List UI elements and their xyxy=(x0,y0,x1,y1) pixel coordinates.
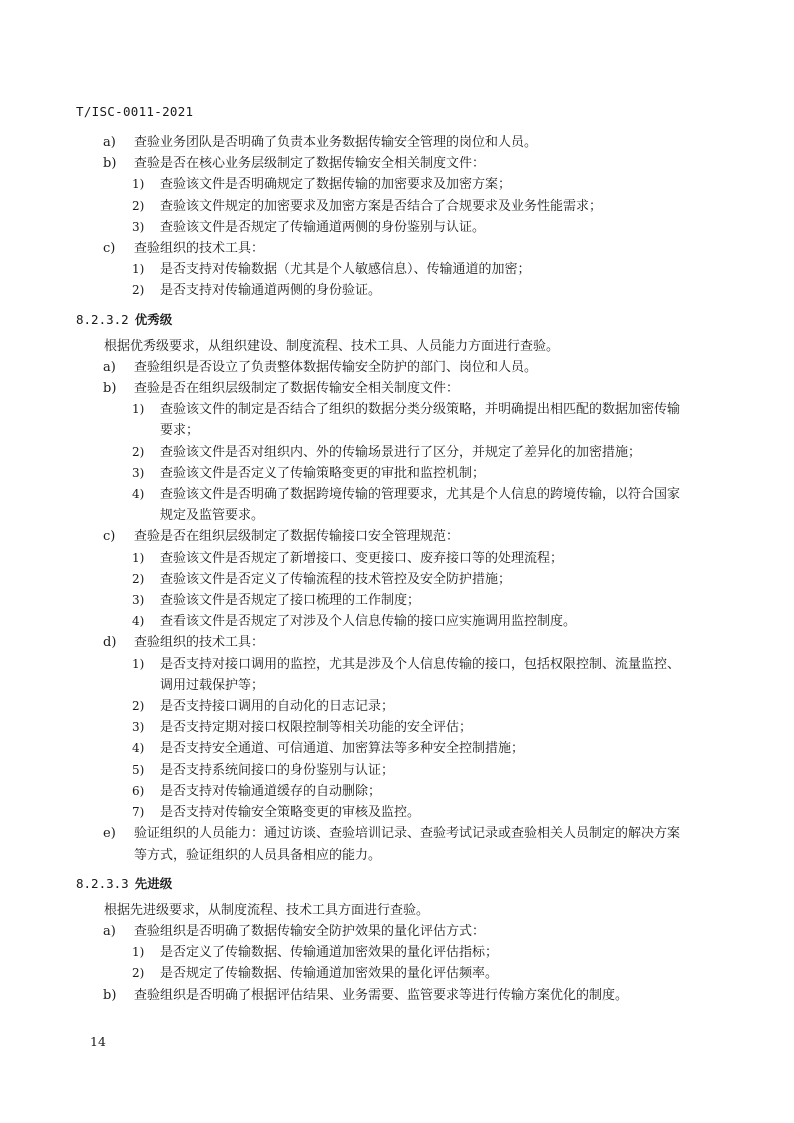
list-marker: 2) xyxy=(132,699,145,714)
list-item-text: 查验该文件是否规定了新增接口、变更接口、废弃接口等的处理流程； xyxy=(160,550,564,566)
list-item-text: 查验该文件是否定义了传输策略变更的审批和监控机制； xyxy=(160,465,486,481)
list-marker: e) xyxy=(103,826,116,842)
sub-list-item xyxy=(76,569,726,590)
list-marker: 2) xyxy=(132,198,145,213)
list-item-text: 查验组织是否设立了负责整体数据传输安全防护的部门、岗位和人员。 xyxy=(134,359,538,375)
list-marker: 1) xyxy=(132,262,145,277)
list-item-text: 查验组织是否明确了根据评估结果、业务需要、监管要求等进行传输方案优化的制度。 xyxy=(134,987,629,1003)
section-number: 8.2.3.2 xyxy=(76,311,129,327)
list-item-text: 查验该文件是否定义了传输流程的技术管控及安全防护措施； xyxy=(160,571,512,587)
document-id: T/ISC-0011-2021 xyxy=(76,104,194,119)
paragraph-text: 根据优秀级要求，从组织建设、制度流程、技术工具、人员能力方面进行查验。 xyxy=(104,338,560,354)
list-item xyxy=(76,632,726,653)
list-marker: 4) xyxy=(132,741,145,756)
sub-list-item xyxy=(76,738,726,759)
list-item-text: 是否规定了传输数据、传输通道加密效果的量化评估频率。 xyxy=(160,966,499,982)
list-item-text: 是否支持定期对接口权限控制等相关功能的安全评估； xyxy=(160,720,473,736)
list-item-text: 是否支持对传输通道两侧的身份验证。 xyxy=(160,283,382,299)
document-body xyxy=(76,132,726,1006)
list-item-text: 是否支持接口调用的自动化的日志记录； xyxy=(160,699,395,715)
list-item-text: 查验该文件是否明确规定了数据传输的加密要求及加密方案； xyxy=(160,177,512,193)
list-item-text: 查验该文件是否规定了接口梳理的工作制度； xyxy=(160,593,421,609)
list-marker: d) xyxy=(103,635,117,651)
sub-list-item xyxy=(76,654,726,696)
list-item-text: 查验该文件规定的加密要求及加密方案是否结合了合规要求及业务性能需求； xyxy=(160,198,603,214)
list-item xyxy=(76,823,726,865)
list-marker: c) xyxy=(103,529,116,545)
list-item-text: 查验组织的技术工具： xyxy=(134,241,265,257)
list-item-text: 是否支持系统间接口的身份鉴别与认证； xyxy=(160,762,395,778)
page-number: 14 xyxy=(90,1034,106,1049)
list-item-text: 是否支持安全通道、可信通道、加密算法等多种安全控制措施； xyxy=(160,741,525,757)
list-marker: 3) xyxy=(132,593,145,608)
list-marker: 1) xyxy=(132,402,145,417)
list-marker: b) xyxy=(103,381,117,397)
sub-list-item xyxy=(76,760,726,781)
sub-list-item xyxy=(76,196,726,217)
list-item-continuation: 等方式，验证组织的人员具备相应的能力。 xyxy=(134,847,382,863)
list-marker: 1) xyxy=(132,945,145,960)
list-marker: 3) xyxy=(132,219,145,234)
sub-list-item xyxy=(76,463,726,484)
list-marker: 1) xyxy=(132,177,145,192)
list-item xyxy=(76,526,726,547)
list-item-text: 查验该文件是否规定了传输通道两侧的身份鉴别与认证。 xyxy=(160,219,486,235)
sub-list-item xyxy=(76,442,726,463)
list-marker: 3) xyxy=(132,465,145,480)
list-marker: c) xyxy=(103,241,116,257)
list-marker: 4) xyxy=(132,487,145,502)
sub-list-item xyxy=(76,548,726,569)
list-item xyxy=(76,357,726,378)
sub-list-item xyxy=(76,484,726,526)
list-item-text: 验证组织的人员能力：通过访谈、查验培训记录、查验考试记录或查验相关人员制定的解决方案 xyxy=(134,826,681,842)
list-marker: b) xyxy=(103,156,117,172)
list-marker: 6) xyxy=(132,783,145,798)
paragraph xyxy=(76,900,726,921)
list-item-text: 查验是否在核心业务层级制定了数据传输安全相关制度文件： xyxy=(134,156,486,172)
list-item-text: 查验是否在组织层级制定了数据传输安全相关制度文件： xyxy=(134,381,460,397)
sub-list-item xyxy=(76,399,726,441)
list-marker: 7) xyxy=(132,805,145,820)
sub-list-item xyxy=(76,174,726,195)
list-item-text: 是否支持对传输安全策略变更的审核及监控。 xyxy=(160,805,421,821)
list-marker: 4) xyxy=(132,614,145,629)
list-item-text: 是否定义了传输数据、传输通道加密效果的量化评估指标； xyxy=(160,945,499,961)
list-item-text: 是否支持对传输通道缓存的自动删除； xyxy=(160,783,382,799)
sub-list-item xyxy=(76,217,726,238)
list-item-text: 查验是否在组织层级制定了数据传输接口安全管理规范： xyxy=(134,529,460,545)
list-item-text: 查验该文件是否对组织内、外的传输场景进行了区分，并规定了差异化的加密措施； xyxy=(160,444,642,460)
list-item xyxy=(76,238,726,259)
list-marker: 2) xyxy=(132,571,145,586)
list-item-text: 查验业务团队是否明确了负责本业务数据传输安全管理的岗位和人员。 xyxy=(134,135,538,150)
list-marker: a) xyxy=(103,923,116,939)
list-item xyxy=(76,378,726,399)
list-item-text: 是否支持对接口调用的监控，尤其是涉及个人信息传输的接口，包括权限控制、流量监控、 xyxy=(160,656,681,672)
list-marker: 1) xyxy=(132,656,145,671)
list-item-text: 是否支持对传输数据（尤其是个人敏感信息）、传输通道的加密； xyxy=(160,262,531,278)
list-marker: 1) xyxy=(132,550,145,565)
list-marker: 5) xyxy=(132,762,145,777)
list-item-text: 查看该文件是否规定了对涉及个人信息传输的接口应实施调用监控制度。 xyxy=(160,614,577,630)
sub-list-item xyxy=(76,696,726,717)
sub-list-item xyxy=(76,802,726,823)
sub-list-item xyxy=(76,717,726,738)
sub-list-item xyxy=(76,942,726,963)
section-heading xyxy=(76,310,726,328)
sub-list-item xyxy=(76,781,726,802)
sub-list-item xyxy=(76,611,726,632)
sub-list-item xyxy=(76,590,726,611)
list-item-text: 查验该文件的制定是否结合了组织的数据分类分级策略，并明确提出相匹配的数据加密传输 xyxy=(160,402,681,418)
list-item-text: 查验该文件是否明确了数据跨境传输的管理要求，尤其是个人信息的跨境传输，以符合国家 xyxy=(160,487,681,503)
paragraph xyxy=(76,336,726,357)
list-marker: 2) xyxy=(132,966,145,981)
list-marker: 2) xyxy=(132,283,145,298)
list-item-text: 查验组织的技术工具： xyxy=(134,635,265,651)
sub-list-item xyxy=(76,259,726,280)
list-item-continuation: 要求； xyxy=(160,423,200,439)
list-item-continuation: 调用过载保护等； xyxy=(160,677,265,693)
section-title: 先进级 xyxy=(134,875,173,891)
list-item-continuation: 规定及监管要求。 xyxy=(160,508,265,524)
section-number: 8.2.3.3 xyxy=(76,875,129,891)
list-marker: 3) xyxy=(132,720,145,735)
list-item-text: 查验组织是否明确了数据传输安全防护效果的量化评估方式： xyxy=(134,923,486,939)
list-marker: b) xyxy=(103,987,117,1003)
list-item xyxy=(76,985,726,1006)
paragraph-text: 根据先进级要求，从制度流程、技术工具方面进行查验。 xyxy=(104,902,430,918)
list-marker: a) xyxy=(103,359,116,375)
list-item xyxy=(76,921,726,942)
list-item xyxy=(76,132,726,153)
sub-list-item xyxy=(76,963,726,984)
list-marker: 2) xyxy=(132,444,145,459)
section-heading xyxy=(76,874,726,892)
list-item xyxy=(76,153,726,174)
section-title: 优秀级 xyxy=(134,311,173,327)
sub-list-item xyxy=(76,280,726,301)
list-marker: a) xyxy=(103,135,116,150)
